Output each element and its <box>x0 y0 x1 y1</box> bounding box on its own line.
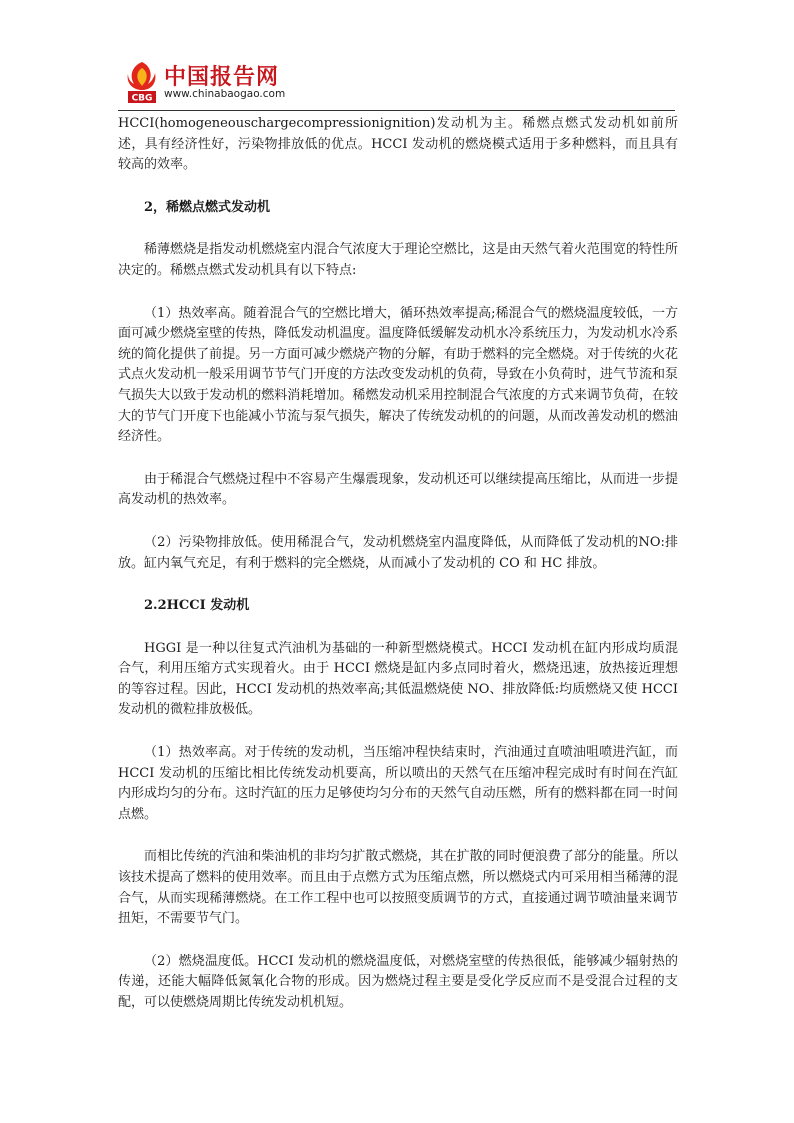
paragraph: （1）热效率高。对于传统的发动机，当压缩冲程快结束时，汽油通过直喷油咀喷进汽缸，而 HCCI 发动机的压缩比相比传统发动机要高，所以喷出的天然气在压缩冲程完成时有时间在汽缸内形成均匀的分布。这时汽缸的压力足够使均匀分布的天然气自动压燃，所有的燃料都在同一时间点燃。 <box>118 745 678 822</box>
section-heading: 2.2HCCI 发动机 <box>144 598 250 614</box>
document-body <box>118 114 678 1014</box>
paragraph: HGGI 是一种以往复式汽油机为基础的一种新型燃烧模式。HCCI 发动机在缸内形成均质混合气，利用压缩方式实现着火。由于 HCCI 燃烧是缸内多点同时着火，燃烧迅速，放热接近理想的等容过程。因此，HCCI 发动机的热效率高;其低温燃烧使 NO、排放降低:均质燃烧又使 HCCI 发动机的微粒排放极低。 <box>118 640 678 718</box>
logo-icon <box>126 60 158 104</box>
paragraph: 而相比传统的汽油和柴油机的非均匀扩散式燃烧，其在扩散的同时便浪费了部分的能量。所以该技术提高了燃料的使用效率。而且由于点燃方式为压缩点燃，所以燃烧式内可采用相当稀薄的混合气，从而实现稀薄燃烧。在工作工程中也可以按照变质调节的方式，直接通过调节喷油量来调节扭矩，不需要节气门。 <box>118 849 678 927</box>
logo-title: 中国报告网 <box>164 65 280 90</box>
page-header <box>126 58 676 110</box>
paragraph: （2）燃烧温度低。HCCI 发动机的燃烧温度低，对燃烧室壁的传热很低，能够减少辐射热的传递，还能大幅降低氮氧化合物的形成。因为燃烧过程主要是受化学反应而不是受混合过程的支配，可以使燃烧周期比传统发动机机短。 <box>118 953 678 1010</box>
header-divider <box>118 110 675 111</box>
paragraph: （2）污染物排放低。使用稀混合气，发动机燃烧室内温度降低，从而降低了发动机的NO:排放。缸内氧气充足，有利于燃料的完全燃烧，从而减小了发动机的 CO 和 HC 排放。 <box>118 534 678 571</box>
paragraph: 由于稀混合气燃烧过程中不容易产生爆震现象，发动机还可以继续提高压缩比，从而进一步提高发动机的热效率。 <box>118 471 678 508</box>
section-heading: 2，稀燃点燃式发动机 <box>144 199 271 215</box>
paragraph: HCCI(homogeneouschargecompressionignition)发动机为主。稀燃点燃式发动机如前所述，具有经济性好，污染物排放低的优点。HCCI 发动机的燃烧模式适用于多种燃料，而且具有较高的效率。 <box>118 116 678 173</box>
paragraph: 稀薄燃烧是指发动机燃烧室内混合气浓度大于理论空燃比，这是由天然气着火范围宽的特性所决定的。稀燃点燃式发动机具有以下特点: <box>118 242 678 278</box>
paragraph: （1）热效率高。随着混合气的空燃比增大，循环热效率提高;稀混合气的燃烧温度较低，一方面可减少燃烧室壁的传热，降低发动机温度。温度降低缓解发动机水冷系统压力，为发动机水冷系统的简化提供了前提。另一方面可减少燃烧产物的分解，有助于燃料的完全燃烧。对于传统的火花式点火发动机一般采用调节节气门开度的方法改变发动机的负荷，导致在小负荷时，进气节流和泵气损失大以致于发动机的燃料消耗增加。稀燃发动机采用控制混合气浓度的方式来调节负荷，在较大的节气门开度下也能减小节流与泵气损失，解决了传统发动机的的问题，从而改善发动机的燃油经济性。 <box>118 305 678 445</box>
logo-badge-text: CBG <box>131 93 153 104</box>
logo-url: www.chinabaogao.com <box>164 88 286 100</box>
